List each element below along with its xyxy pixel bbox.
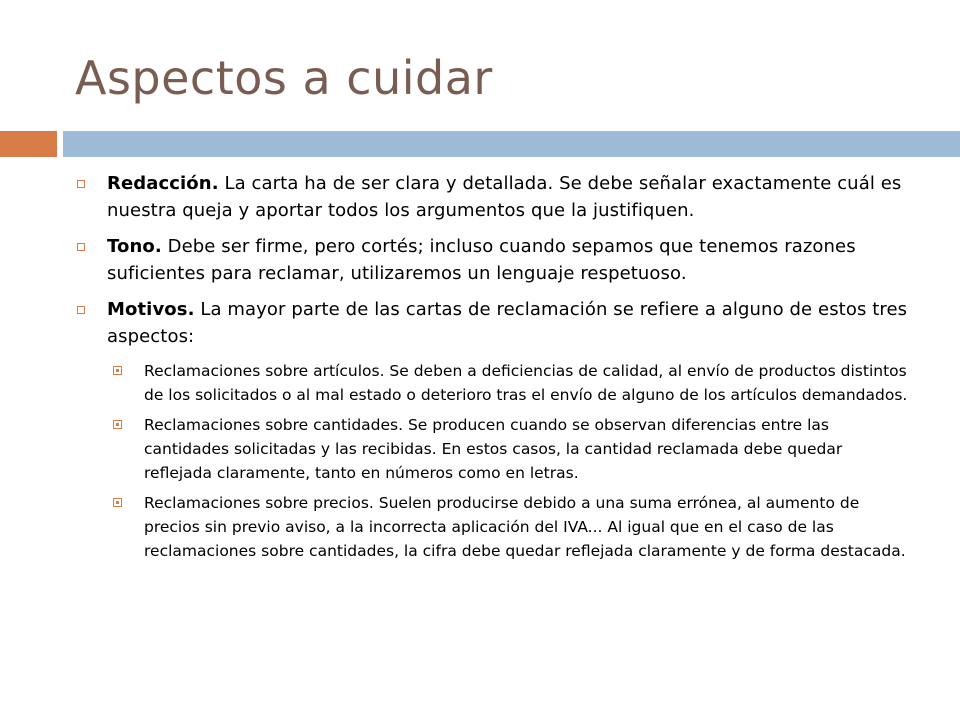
slide-body (70, 170, 915, 569)
bullet-text: Debe ser firme, pero cortés; incluso cuando sepamos que tenemos razones suficientes para reclamar, utilizaremos un lenguaje respetuoso. (107, 236, 856, 284)
square-bullet-icon (77, 243, 85, 251)
filled-square-bullet-icon (113, 498, 122, 507)
bullet-item-tono (70, 233, 915, 287)
subbullet-text: Reclamaciones sobre precios. Suelen producirse debido a una suma errónea, al aumento de precios sin previo aviso, a la incorrecta aplicación del IVA... Al igual que en el caso de las reclamaciones sobre cantidades, la cifra debe quedar reflejada claramente y de forma destacada. (144, 494, 906, 560)
accent-bar-orange (0, 131, 57, 157)
bullet-heading: Tono. (107, 236, 162, 257)
subbullet-text: Reclamaciones sobre artículos. Se deben a deficiencias de calidad, al envío de productos distintos de los solicitados o al mal estado o deterioro tras el envío de alguno de los artículos demandados. (144, 362, 908, 404)
bullet-item-motivos (70, 296, 915, 350)
square-bullet-icon (77, 180, 85, 188)
filled-square-bullet-icon (113, 366, 122, 375)
square-bullet-icon (77, 306, 85, 314)
slide-title: Aspectos a cuidar (75, 51, 493, 105)
subbullet-item-precios (107, 491, 915, 563)
bullet-heading: Motivos. (107, 299, 195, 320)
subbullet-text: Reclamaciones sobre cantidades. Se producen cuando se observan diferencias entre las cantidades solicitadas y las recibidas. En estos casos, la cantidad reclamada debe quedar reflejada claramente, tanto en números como en letras. (144, 416, 843, 482)
filled-square-bullet-icon (113, 420, 122, 429)
accent-bar-blue (63, 131, 960, 157)
subbullet-item-articulos (107, 359, 915, 407)
bullet-text: La mayor parte de las cartas de reclamación se refiere a alguno de estos tres aspectos: (107, 299, 908, 347)
bullet-item-redaccion (70, 170, 915, 224)
bullet-heading: Redacción. (107, 173, 219, 194)
subbullet-item-cantidades (107, 413, 915, 485)
bullet-text: La carta ha de ser clara y detallada. Se debe señalar exactamente cuál es nuestra queja y aportar todos los argumentos que la justifiquen. (107, 173, 902, 221)
